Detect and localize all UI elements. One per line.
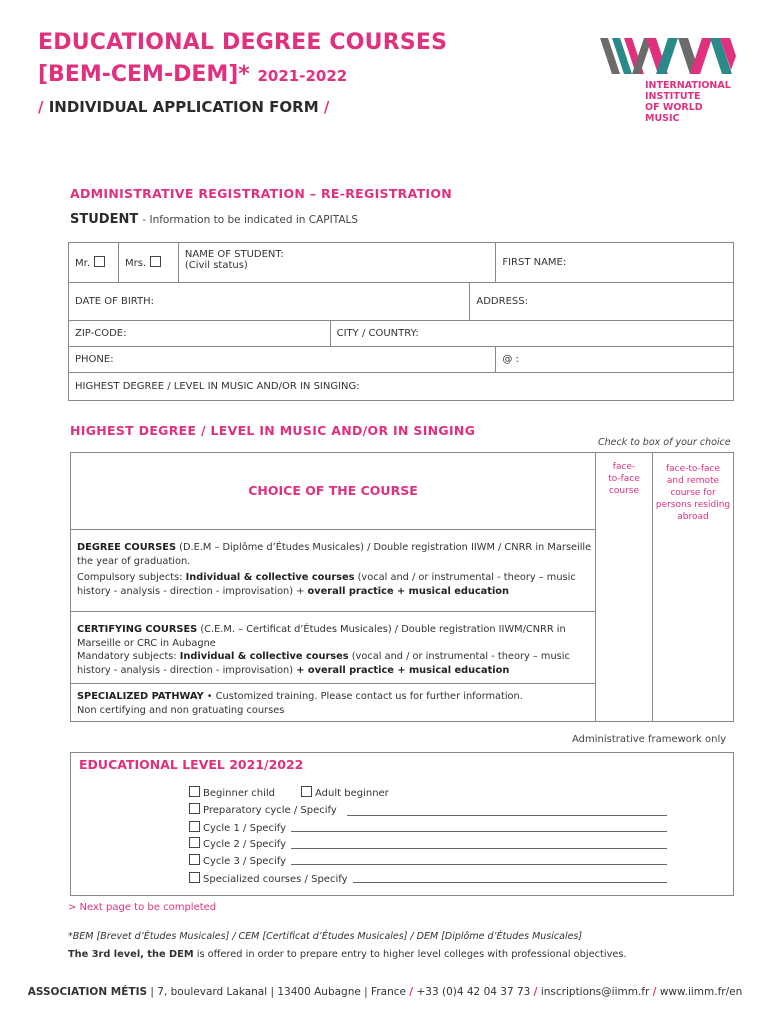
specialized-courses-checkbox[interactable]	[189, 872, 200, 883]
course-choice-table	[70, 452, 734, 722]
cycle3-checkbox[interactable]	[189, 854, 200, 865]
mrs-option[interactable]: Mrs.	[118, 243, 178, 283]
abbreviation-note: *BEM [Brevet d’Études Musicales] / CEM [Certificat d’Études Musicales] / DEM [Diplôme d’Études Musicales]	[68, 931, 583, 942]
mr-option[interactable]: Mr.	[69, 243, 119, 283]
student-name-field[interactable]: NAME OF STUDENT: (Civil status)	[178, 243, 495, 283]
city-country-field[interactable]: CITY / COUNTRY:	[330, 321, 733, 347]
level-heading: EDUCATIONAL LEVEL 2021/2022	[79, 757, 304, 772]
degree-course-option[interactable]: DEGREE COURSES (D.E.M – Diplôme d’Études Musicales) / Double registration IIWM / CNRR in Marseille the year of graduation. Compulsory subjects: Individual & collective courses (vocal and / or instrumental - theory – music history - analysis - direction - improvisation) + overall practice + musical education	[77, 542, 592, 597]
mrs-checkbox[interactable]	[150, 256, 161, 267]
cycle1-specify-line[interactable]	[291, 831, 667, 832]
contact-footer: ASSOCIATION MÉTIS | 7, boulevard Lakanal | 13400 Aubagne | France / +33 (0)4 42 04 37 73 / inscriptions@iimm.fr / www.iimm.fr/en	[27, 986, 743, 998]
zip-code-field[interactable]: ZIP-CODE:	[69, 321, 331, 347]
cycle3-specify-line[interactable]	[291, 864, 667, 865]
form-subtitle: / INDIVIDUAL APPLICATION FORM /	[38, 98, 330, 116]
page-title-line2: [BEM-CEM-DEM]* 2021-2022	[38, 62, 348, 87]
cycle2-checkbox[interactable]	[189, 837, 200, 848]
cycle3-option[interactable]: Cycle 3 / Specify	[189, 854, 286, 867]
cycle2-specify-line[interactable]	[291, 848, 667, 849]
mr-checkbox[interactable]	[94, 256, 105, 267]
email-field[interactable]: @ :	[496, 347, 734, 373]
cycle1-option[interactable]: Cycle 1 / Specify	[189, 821, 286, 834]
cycle2-option[interactable]: Cycle 2 / Specify	[189, 837, 286, 850]
educational-level-box	[70, 752, 734, 896]
preparatory-checkbox[interactable]	[189, 803, 200, 814]
cycle1-checkbox[interactable]	[189, 821, 200, 832]
beginner-child-checkbox[interactable]	[189, 786, 200, 797]
admin-heading: ADMINISTRATIVE REGISTRATION – RE-REGISTRATION	[70, 186, 453, 201]
phone-field[interactable]: PHONE:	[69, 347, 496, 373]
specialized-pathway-option[interactable]: SPECIALIZED PATHWAY • Customized training. Please contact us for further information. Non certifying and non gratuating courses	[77, 691, 523, 716]
dem-note: The 3rd level, the DEM is offered in order to prepare entry to higher level colleges with professional objectives.	[68, 949, 627, 960]
address-field[interactable]: ADDRESS:	[470, 283, 734, 321]
specialized-specify-line[interactable]	[353, 882, 667, 883]
face-to-face-column-header: face- to-face course	[608, 462, 640, 496]
adult-beginner-option[interactable]: Adult beginner	[301, 786, 389, 799]
admin-framework-note: Administrative framework only	[572, 734, 727, 745]
page-title: EDUCATIONAL DEGREE COURSES	[38, 30, 448, 55]
choice-title: CHOICE OF THE COURSE	[248, 483, 418, 498]
certifying-course-option[interactable]: CERTIFYING COURSES (C.E.M. – Certificat d’Études Musicales) / Double registration IIWM/CNRR in Marseille or CRC in Aubagne Mandatory subjects: Individual & collective courses (vocal and / or instrumental - theory – music history - analysis - direction - improvisation) + overall practice + musical education	[77, 624, 570, 676]
student-form	[68, 242, 734, 401]
website-link[interactable]: www.iimm.fr/en	[656, 986, 743, 998]
adult-beginner-checkbox[interactable]	[301, 786, 312, 797]
remote-column-header: face-to-face and remote course for persons residing abroad	[655, 464, 731, 522]
highest-degree-field[interactable]: HIGHEST DEGREE / LEVEL IN MUSIC AND/OR IN SINGING:	[69, 373, 734, 401]
check-note: Check to box of your choice	[598, 437, 731, 448]
school-year: 2021-2022	[257, 67, 348, 85]
email-link[interactable]: inscriptions@iimm.fr	[537, 986, 653, 998]
logo-wordmark: INTERNATIONAL INSTITUTE OF WORLD MUSIC	[645, 80, 731, 124]
beginner-child-option[interactable]: Beginner child	[189, 786, 275, 799]
first-name-field[interactable]: FIRST NAME:	[496, 243, 734, 283]
courses-heading: HIGHEST DEGREE / LEVEL IN MUSIC AND/OR IN SINGING	[70, 423, 476, 438]
student-heading: STUDENT - Information to be indicated in CAPITALS	[70, 212, 359, 227]
specialized-courses-option[interactable]: Specialized courses / Specify	[189, 872, 348, 885]
date-of-birth-field[interactable]: DATE OF BIRTH:	[69, 283, 470, 321]
next-page-note: > Next page to be completed	[68, 902, 217, 913]
preparatory-specify-line[interactable]	[347, 815, 667, 816]
preparatory-option[interactable]: Preparatory cycle / Specify	[189, 803, 337, 816]
